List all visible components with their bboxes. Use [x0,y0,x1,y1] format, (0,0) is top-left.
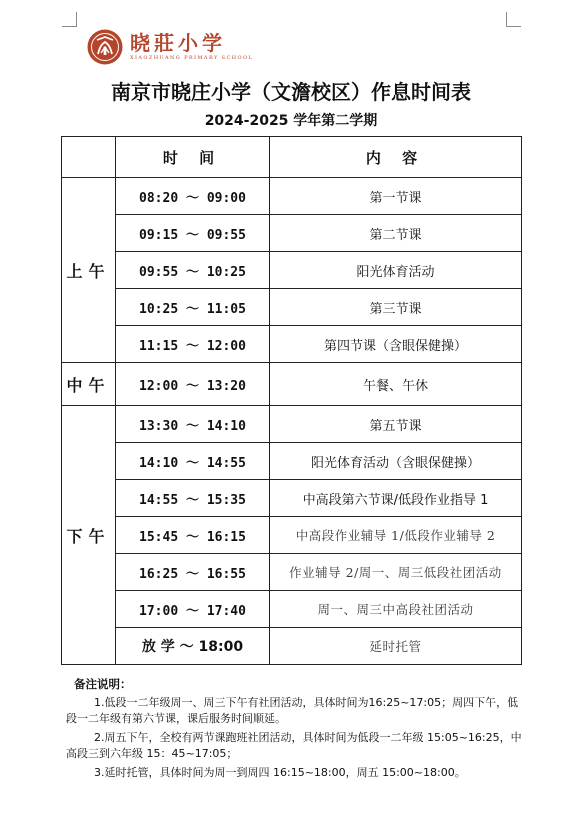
period-morning: 上午 [62,178,116,363]
row-content: 第四节课（含眼保健操） [270,326,522,363]
row-time: 16:25 ～ 16:55 [116,554,270,591]
notes-title: 备注说明： [74,677,132,691]
row-time: 12:00 ～ 13:20 [116,363,270,406]
row-time: 10:25 ～ 11:05 [116,289,270,326]
row-time: 08:20 ～ 09:00 [116,178,270,215]
corner-mark-right [506,12,521,27]
table-row [62,326,522,363]
row-time: 放 学 ～ 18:00 [116,628,270,665]
header-period [62,137,116,178]
table-row [62,591,522,628]
header-time: 时 间 [116,137,270,178]
school-emblem-icon [86,28,124,66]
table-row [62,554,522,591]
table-header-row [62,137,522,178]
row-time: 14:55 ～ 15:35 [116,480,270,517]
row-time: 13:30 ～ 14:10 [116,406,270,443]
school-logo [86,28,253,66]
row-time: 17:00 ～ 17:40 [116,591,270,628]
row-content: 延时托管 [270,628,522,665]
row-content: 第二节课 [270,215,522,252]
row-time: 09:55 ～ 10:25 [116,252,270,289]
notes-section [66,676,526,784]
row-time: 09:15 ～ 09:55 [116,215,270,252]
page-title: 南京市晓庄小学（文澹校区）作息时间表 [111,80,471,104]
table-row [62,178,522,215]
note-item: 3.延时托管，具体时间为周一到周四 16:15~18:00，周五 15:00~18:00。 [94,766,466,779]
table-row [62,517,522,554]
row-content: 中高段作业辅导 1/低段作业辅导 2 [270,517,522,554]
table-row [62,289,522,326]
table-row [62,628,522,665]
table-row [62,215,522,252]
row-content: 阳光体育活动 [270,252,522,289]
table-row [62,252,522,289]
row-content: 周一、周三中高段社团活动 [270,591,522,628]
row-time: 11:15 ～ 12:00 [116,326,270,363]
row-content: 第五节课 [270,406,522,443]
period-noon: 中午 [62,363,116,406]
schedule-table [61,136,522,665]
table-row [62,363,522,406]
logo-name-en: XIAOZHUANG PRIMARY SCHOOL [130,55,254,61]
row-content: 阳光体育活动（含眼保健操） [270,443,522,480]
page-subtitle: 2024-2025 学年第二学期 [204,113,378,129]
table-row [62,406,522,443]
corner-mark-left [62,12,77,27]
row-content: 午餐、午休 [270,363,522,406]
note-item: 1.低段一二年级周一、周三下午有社团活动，具体时间为16:25~17:05；周四下午，低段一二年级有第六节课，课后服务时间顺延。 [66,696,519,725]
row-content: 中高段第六节课/低段作业指导 1 [270,480,522,517]
table-row [62,443,522,480]
header-content: 内 容 [270,137,522,178]
period-afternoon: 下午 [62,406,116,665]
note-item: 2.周五下午，全校有两节课跑班社团活动，具体时间为低段一二年级 15:05~16:25，中高段三到六年级 15：45~17:05； [66,731,522,760]
logo-name-cn: 晓莊小学 [130,31,226,55]
row-content: 第三节课 [270,289,522,326]
row-time: 15:45 ～ 16:15 [116,517,270,554]
row-content: 作业辅导 2/周一、周三低段社团活动 [270,554,522,591]
row-time: 14:10 ～ 14:55 [116,443,270,480]
row-content: 第一节课 [270,178,522,215]
table-row [62,480,522,517]
